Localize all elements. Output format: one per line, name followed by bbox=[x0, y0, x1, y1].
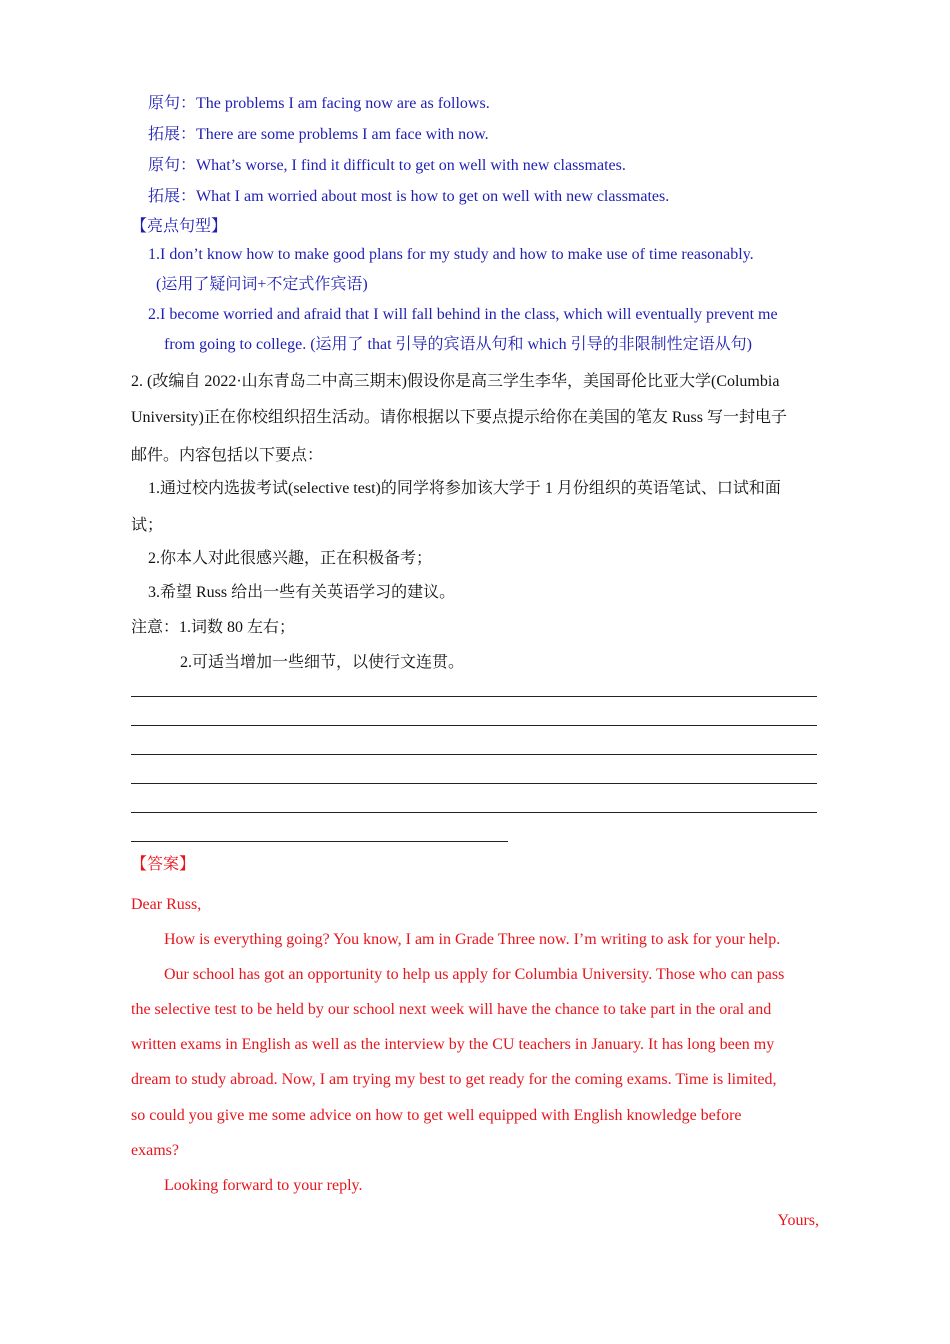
expansion-label: 拓展： bbox=[148, 126, 197, 143]
question-line-2: University)正在你校组织招生活动。请你根据以下要点提示给你在美国的笔友 Russ 写一封电子 bbox=[131, 409, 788, 426]
expansion-row-3 bbox=[148, 156, 626, 176]
question-point-1-line-1: 1.通过校内选拔考试(selective test)的同学将参加该大学于 1 月份组织的英语笔试、口试和面 bbox=[148, 480, 781, 497]
highlight-2-line-1: 2.I become worried and afraid that I will fall behind in the class, which will eventually prevent me bbox=[148, 306, 778, 323]
answer-paragraph-2-line: so could you give me some advice on how to get well equipped with English knowledge before bbox=[131, 1107, 742, 1124]
answer-paragraph-2-line: the selective test to be held by our school next week will have the chance to take part in the oral and bbox=[131, 1001, 772, 1018]
answer-paragraph-2-line: Our school has got an opportunity to help us apply for Columbia University. Those who can pass bbox=[164, 966, 785, 983]
answer-paragraph-1: How is everything going? You know, I am in Grade Three now. I’m writing to ask for your help. bbox=[164, 931, 781, 948]
question-point-3: 3.希望 Russ 给出一些有关英语学习的建议。 bbox=[148, 584, 456, 601]
expansion-label: 原句： bbox=[148, 157, 197, 174]
expansion-text: The problems I am facing now are as follows. bbox=[196, 95, 490, 112]
writing-line bbox=[131, 696, 817, 697]
highlight-1-line-1: 1.I don’t know how to make good plans for my study and how to make use of time reasonably. bbox=[148, 246, 754, 263]
highlight-1-note: (运用了疑问词+不定式作宾语) bbox=[156, 276, 368, 293]
writing-line bbox=[131, 754, 817, 755]
answer-paragraph-3: Looking forward to your reply. bbox=[164, 1177, 363, 1194]
answer-salutation: Dear Russ, bbox=[131, 896, 202, 913]
answer-heading: 【答案】 bbox=[131, 856, 196, 873]
question-note-1: 注意：1.词数 80 左右； bbox=[131, 619, 296, 636]
expansion-text: There are some problems I am face with now. bbox=[196, 126, 489, 143]
expansion-label: 拓展： bbox=[148, 188, 197, 205]
writing-line bbox=[131, 783, 817, 784]
writing-line-short bbox=[131, 841, 508, 842]
answer-paragraph-2-line: exams? bbox=[131, 1142, 179, 1159]
question-point-1-line-2: 试； bbox=[131, 517, 164, 534]
highlights-heading: 【亮点句型】 bbox=[131, 218, 228, 235]
writing-line bbox=[131, 812, 817, 813]
writing-line bbox=[131, 725, 817, 726]
expansion-row-2 bbox=[148, 125, 489, 145]
answer-paragraph-2-line: dream to study abroad. Now, I am trying my best to get ready for the coming exams. Time is limited, bbox=[131, 1071, 777, 1088]
expansion-row-4 bbox=[148, 187, 669, 207]
expansion-label: 原句： bbox=[148, 95, 197, 112]
expansion-text: What I am worried about most is how to get on well with new classmates. bbox=[196, 188, 670, 205]
answer-paragraph-2-line: written exams in English as well as the interview by the CU teachers in January. It has long been my bbox=[131, 1036, 775, 1053]
answer-closing: Yours, bbox=[777, 1212, 819, 1229]
expansion-row-1 bbox=[148, 94, 490, 114]
expansion-text: What’s worse, I find it difficult to get on well with new classmates. bbox=[196, 157, 626, 174]
question-line-1: 2. (改编自 2022·山东青岛二中高三期末)假设你是高三学生李华，美国哥伦比亚大学(Columbia bbox=[131, 373, 780, 390]
highlight-2-line-2: from going to college. (运用了 that 引导的宾语从句和 which 引导的非限制性定语从句) bbox=[164, 336, 752, 353]
question-point-2: 2.你本人对此很感兴趣，正在积极备考； bbox=[148, 550, 433, 567]
question-line-3: 邮件。内容包括以下要点： bbox=[131, 447, 324, 464]
question-note-2: 2.可适当增加一些细节，以使行文连贯。 bbox=[180, 654, 465, 671]
